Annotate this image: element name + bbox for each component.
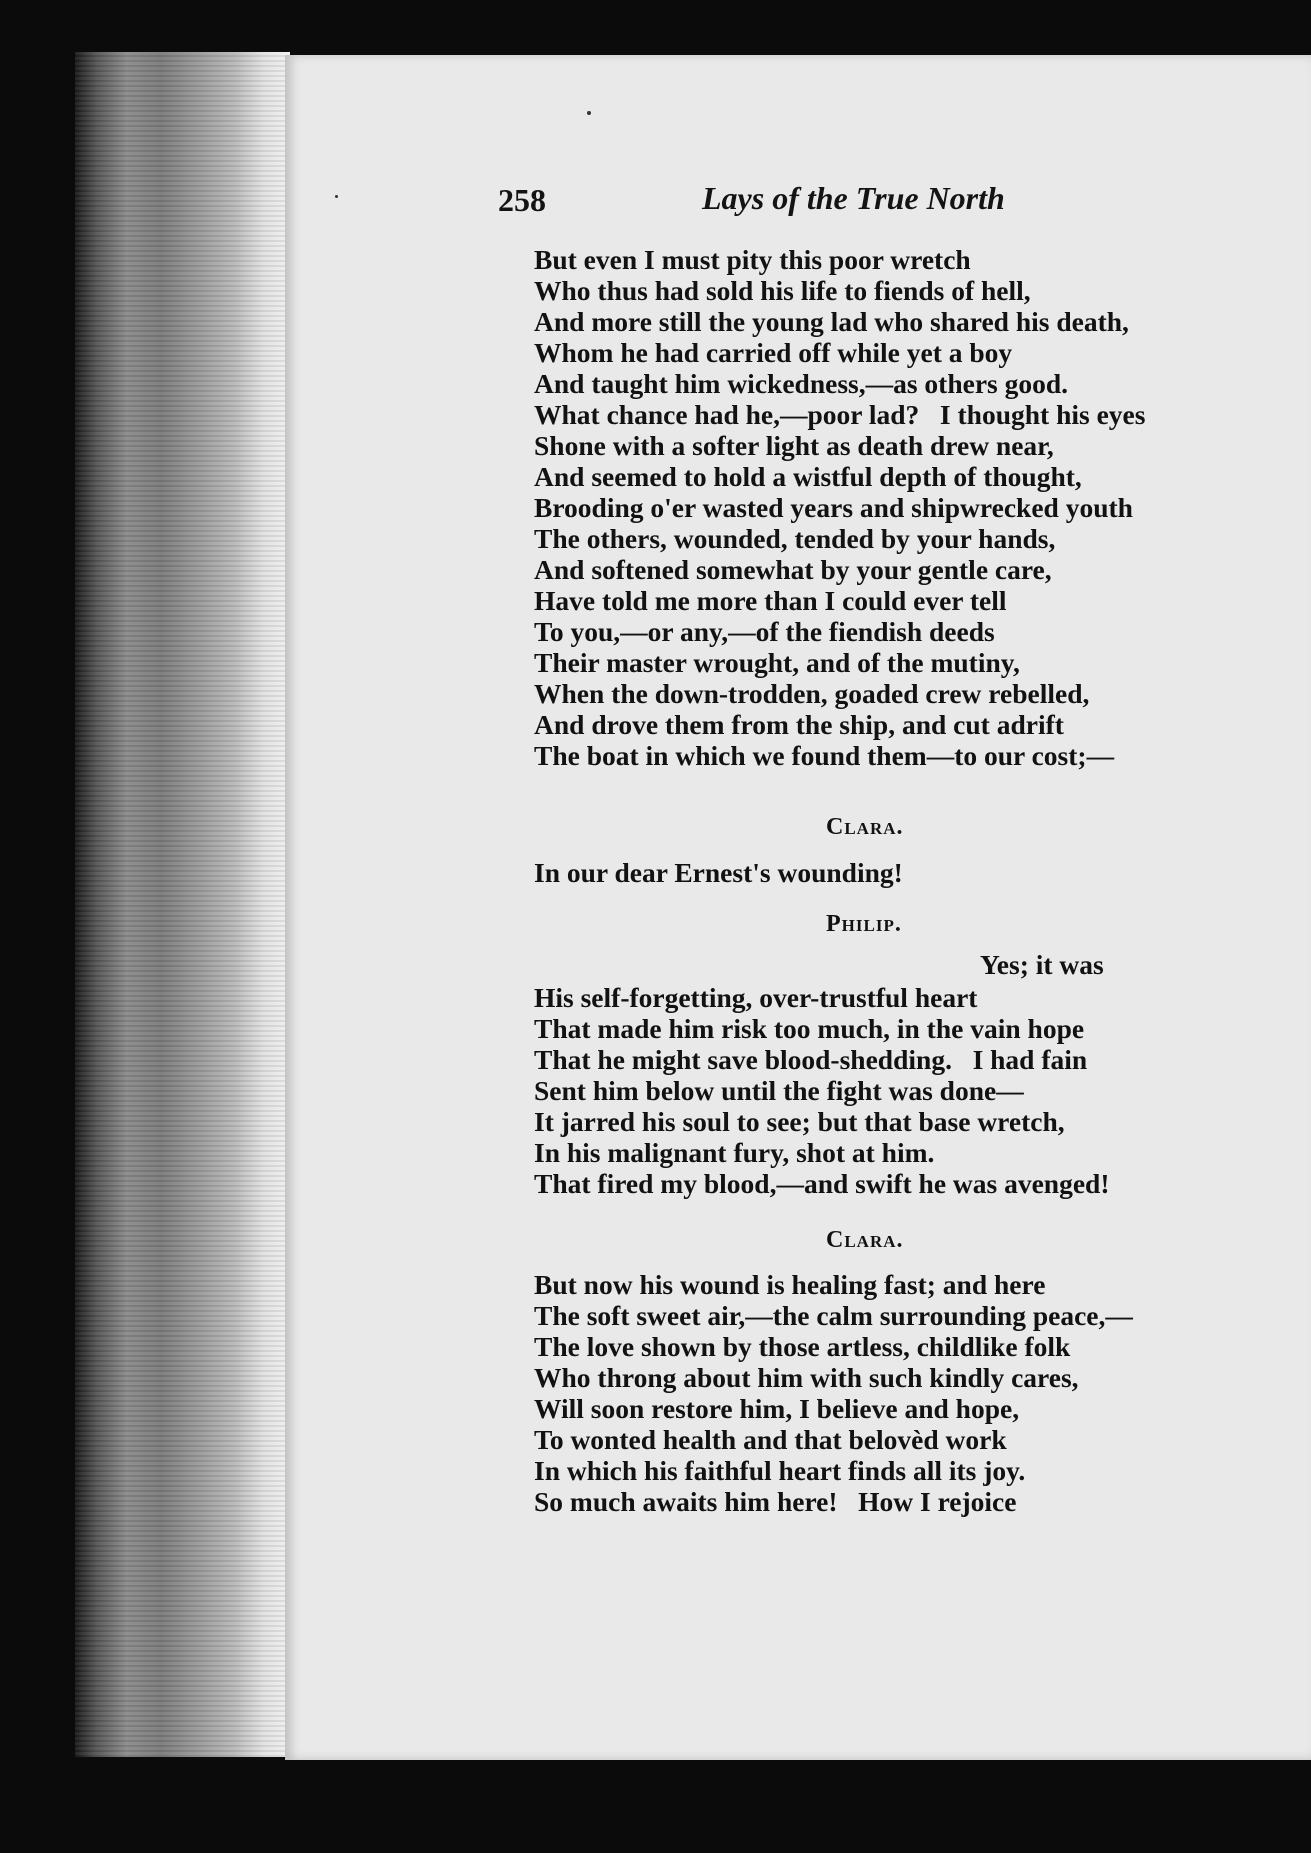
verse-line: And softened somewhat by your gentle care, xyxy=(534,554,1052,585)
verse-line: Yes; it was xyxy=(980,949,1104,980)
verse-line: It jarred his soul to see; but that base wretch, xyxy=(534,1106,1065,1137)
verse-line: So much awaits him here! How I rejoice xyxy=(534,1486,1017,1517)
speaker-heading: Philip. xyxy=(826,911,902,937)
verse-line: Who throng about him with such kindly cares, xyxy=(534,1362,1079,1393)
verse-line: The boat in which we found them—to our cost;— xyxy=(534,740,1115,771)
verse-line: That made him risk too much, in the vain hope xyxy=(534,1013,1085,1044)
verse-line: The love shown by those artless, childlike folk xyxy=(534,1331,1071,1362)
verse-line: That fired my blood,—and swift he was avenged! xyxy=(534,1168,1110,1199)
verse-line: What chance had he,—poor lad? I thought his eyes xyxy=(534,399,1146,430)
verse-line: The soft sweet air,—the calm surrounding peace,— xyxy=(534,1300,1133,1331)
verse-line: The others, wounded, tended by your hands, xyxy=(534,523,1056,554)
verse-line: And seemed to hold a wistful depth of thought, xyxy=(534,461,1082,492)
verse-line: Sent him below until the fight was done— xyxy=(534,1075,1024,1106)
verse-line: To wonted health and that belovèd work xyxy=(534,1424,1007,1455)
ink-speck xyxy=(335,195,338,198)
speaker-heading: Clara. xyxy=(826,1227,904,1253)
verse-line: But now his wound is healing fast; and here xyxy=(534,1269,1046,1300)
verse-line: Whom he had carried off while yet a boy xyxy=(534,337,1013,368)
verse-line: In his malignant fury, shot at him. xyxy=(534,1137,935,1168)
verse-line: In which his faithful heart finds all its joy. xyxy=(534,1455,1026,1486)
verse-line: And more still the young lad who shared his death, xyxy=(534,306,1129,337)
verse-line: Have told me more than I could ever tell xyxy=(534,585,1007,616)
ink-speck xyxy=(587,111,591,115)
verse-line: That he might save blood-shedding. I had fain xyxy=(534,1044,1088,1075)
running-title: Lays of the True North xyxy=(702,180,1005,216)
verse-line: Brooding o'er wasted years and shipwrecked youth xyxy=(534,492,1133,523)
verse-line: And drove them from the ship, and cut adrift xyxy=(534,709,1064,740)
verse-line: In our dear Ernest's wounding! xyxy=(534,857,903,888)
page-stack-edge xyxy=(75,52,290,1757)
page-number: 258 xyxy=(498,182,546,218)
speaker-heading: Clara. xyxy=(826,814,904,840)
verse-line: To you,—or any,—of the fiendish deeds xyxy=(534,616,995,647)
verse-line: His self-forgetting, over-trustful heart xyxy=(534,982,978,1013)
verse-line: When the down-trodden, goaded crew rebelled, xyxy=(534,678,1090,709)
verse-line: Who thus had sold his life to fiends of hell, xyxy=(534,275,1031,306)
verse-line: And taught him wickedness,—as others good. xyxy=(534,368,1069,399)
verse-line: But even I must pity this poor wretch xyxy=(534,244,971,275)
verse-line: Their master wrought, and of the mutiny, xyxy=(534,647,1020,678)
verse-line: Shone with a softer light as death drew near, xyxy=(534,430,1054,461)
verse-line: Will soon restore him, I believe and hope, xyxy=(534,1393,1020,1424)
